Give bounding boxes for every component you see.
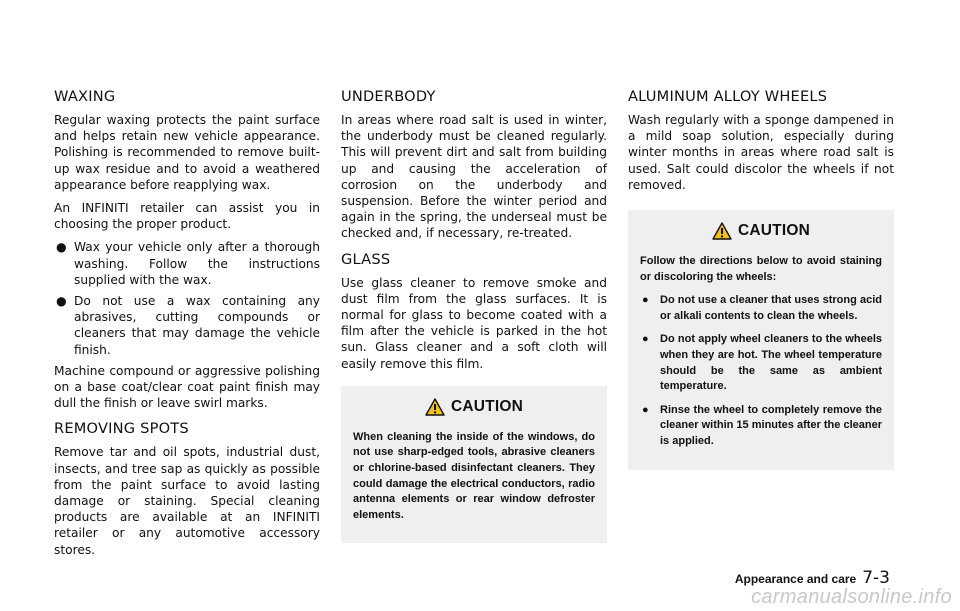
- caution-title: CAUTION: [737, 222, 810, 240]
- glass-caution-box: [341, 386, 607, 544]
- bullet-dot: ●: [642, 403, 649, 416]
- section-heading-underbody: UNDERBODY: [341, 88, 436, 105]
- bullet-dot: ●: [642, 294, 649, 307]
- waxing-bullet-2: [54, 293, 320, 358]
- section-heading-removing-spots: REMOVING SPOTS: [54, 420, 189, 438]
- column-1: [54, 88, 320, 565]
- column-2: [341, 88, 607, 543]
- caution-bullet-3: [640, 403, 882, 450]
- bullet-text: Do not apply wheel cleaners to the wheels when they are hot. The wheel temperature should be the same as ambient temperature.: [660, 333, 882, 393]
- caution-text: When cleaning the inside of the windows, do not use sharp-edged tools, abrasive cleaners or chlorine-based disinfectant cleaners. They could damage the electrical conductors, radio antenna elements or rear window defroster elements.: [353, 430, 595, 521]
- wheels-caution-box: [628, 210, 894, 470]
- caution-bullet-2: [640, 332, 882, 394]
- section-heading-waxing: WAXING: [54, 88, 116, 105]
- caution-header: [353, 398, 595, 416]
- caution-intro: Follow the directions below to avoid staining or discoloring the wheels:: [640, 255, 882, 283]
- waxing-paragraph-3: Machine compound or aggressive polishing on a base coat/clear coat paint finish may dull the finish or leave swirl marks.: [54, 363, 320, 411]
- glass-paragraph: Use glass cleaner to remove smoke and dust film from the glass surfaces. It is normal for glass to become coated with a film after the vehicle is parked in the hot sun. Glass cleaner and a soft cloth will easily remove this film.: [341, 275, 607, 371]
- removing-spots-paragraph: Remove tar and oil spots, industrial dust, insects, and tree sap as quickly as possible from the paint surface to avoid lasting damage or staining. Special cleaning products are available at an INFINITI retailer or any automotive accessory stores.: [54, 445, 320, 557]
- bullet-text: Rinse the wheel to completely remove the cleaner within 15 minutes after the cleaner is applied.: [660, 403, 882, 447]
- waxing-paragraph-2: An INFINITI retailer can assist you in choosing the proper product.: [54, 201, 320, 232]
- caution-header: [640, 222, 882, 240]
- warning-icon: [712, 222, 732, 240]
- watermark-text: carmanualsonline.info: [751, 586, 952, 608]
- bullet-text: Do not use a cleaner that uses strong acid or alkali contents to clean the wheels.: [660, 294, 882, 322]
- section-heading-glass: GLASS: [341, 250, 391, 268]
- bullet-dot: ●: [642, 333, 649, 346]
- caution-bullet-1: [640, 293, 882, 324]
- bullet-dot: ●: [56, 294, 67, 309]
- waxing-bullet-1: [54, 239, 320, 288]
- footer-section-title: Appearance and care: [734, 572, 857, 586]
- column-3: [628, 88, 894, 470]
- bullet-text: Wax your vehicle only after a thorough washing. Follow the instructions supplied with the wax.: [74, 240, 320, 287]
- page-footer: [735, 568, 890, 588]
- warning-icon: [425, 398, 445, 416]
- bullet-dot: ●: [56, 240, 67, 255]
- bullet-text: Do not use a wax containing any abrasives, cutting compounds or cleaners that may damage the vehicle finish.: [74, 294, 320, 357]
- underbody-paragraph: In areas where road salt is used in winter, the underbody must be cleaned regularly. This will prevent dirt and salt from building up and causing the acceleration of corrosion on the underbody and suspension. Before the winter period and again in the spring, the underseal must be checked and, if necessary, re-treated.: [341, 113, 607, 241]
- wheels-paragraph: Wash regularly with a sponge dampened in a mild soap solution, especially during winter months in areas where road salt is used. Salt could discolor the wheels if not removed.: [628, 113, 894, 192]
- waxing-paragraph-1: Regular waxing protects the paint surface and helps retain new vehicle appearance. Polishing is recommended to remove built-up wax residue and to avoid a weathered appearance before reapplying wax.: [54, 113, 320, 192]
- caution-title: CAUTION: [450, 397, 523, 415]
- page-number: 7-3: [862, 568, 890, 588]
- section-heading-aluminum-alloy-wheels: ALUMINUM ALLOY WHEELS: [628, 88, 828, 105]
